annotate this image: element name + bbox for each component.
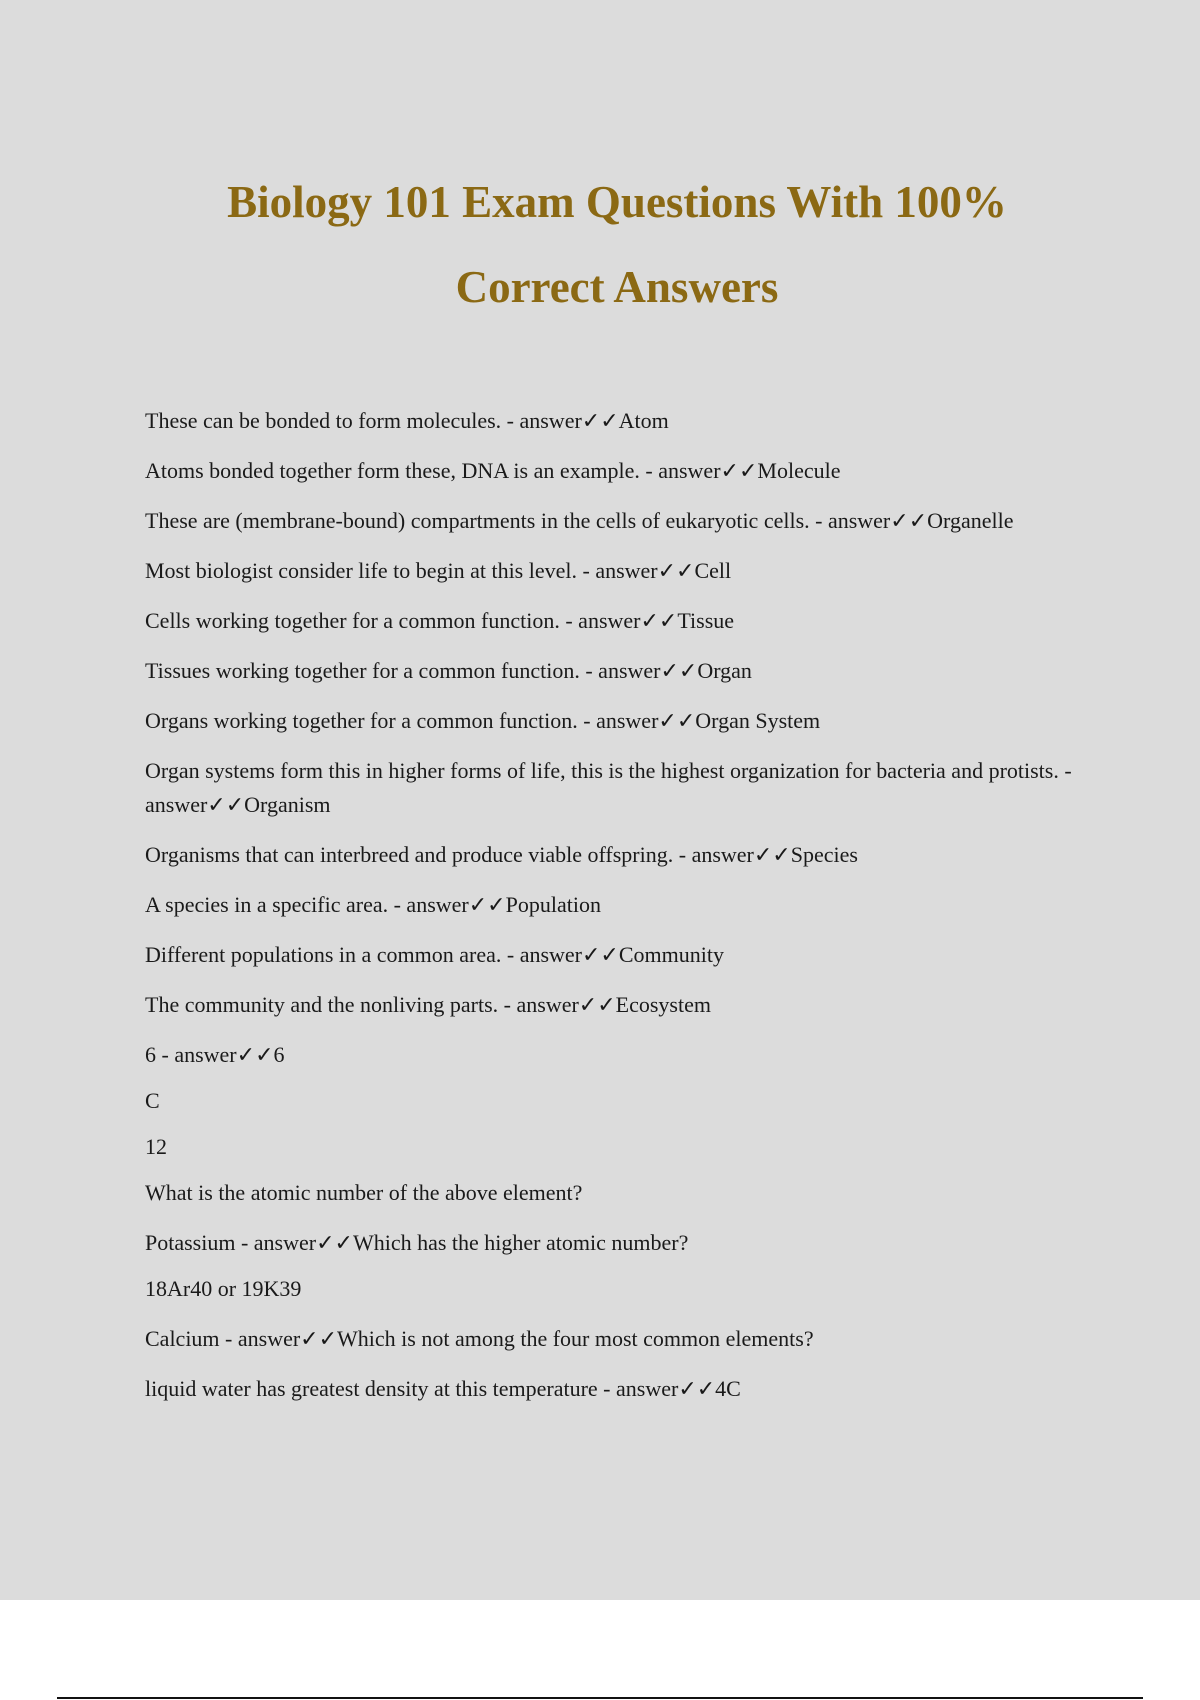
qa-item: These can be bonded to form molecules. - answer✓✓Atom xyxy=(145,408,669,433)
qa-item: The community and the nonliving parts. - answer✓✓Ecosystem xyxy=(145,992,711,1017)
qa-item: 18Ar40 or 19K39 xyxy=(145,1276,302,1301)
document-title-line-1: Biology 101 Exam Questions With 100% xyxy=(227,177,1007,227)
qa-item: Tissues working together for a common function. - answer✓✓Organ xyxy=(145,658,752,683)
qa-item: Organs working together for a common function. - answer✓✓Organ System xyxy=(145,708,821,733)
qa-item: C xyxy=(145,1088,160,1113)
question-answer-list xyxy=(145,404,1075,1422)
qa-item: Atoms bonded together form these, DNA is an example. - answer✓✓Molecule xyxy=(145,458,841,483)
qa-item: Organ systems form this in higher forms of life, this is the highest organization for bacteria and protists. - answer✓✓Organism xyxy=(145,758,1072,817)
qa-item: 12 xyxy=(145,1134,167,1159)
page-divider xyxy=(57,1697,1143,1699)
qa-item: 6 - answer✓✓6 xyxy=(145,1042,285,1067)
qa-item: A species in a specific area. - answer✓✓Population xyxy=(145,892,601,917)
qa-item: Organisms that can interbreed and produce viable offspring. - answer✓✓Species xyxy=(145,842,858,867)
qa-item: What is the atomic number of the above element? xyxy=(145,1180,583,1205)
qa-item: Different populations in a common area. - answer✓✓Community xyxy=(145,942,724,967)
qa-item: Cells working together for a common function. - answer✓✓Tissue xyxy=(145,608,735,633)
qa-item: Potassium - answer✓✓Which has the higher atomic number? xyxy=(145,1230,689,1255)
qa-item: Calcium - answer✓✓Which is not among the four most common elements? xyxy=(145,1326,814,1351)
document-title-line-2: Correct Answers xyxy=(455,262,779,312)
qa-item: liquid water has greatest density at this temperature - answer✓✓4C xyxy=(145,1376,741,1401)
qa-item: Most biologist consider life to begin at this level. - answer✓✓Cell xyxy=(145,558,732,583)
qa-item: These are (membrane-bound) compartments in the cells of eukaryotic cells. - answer✓✓Organelle xyxy=(145,508,1014,533)
document-title xyxy=(0,160,1200,330)
